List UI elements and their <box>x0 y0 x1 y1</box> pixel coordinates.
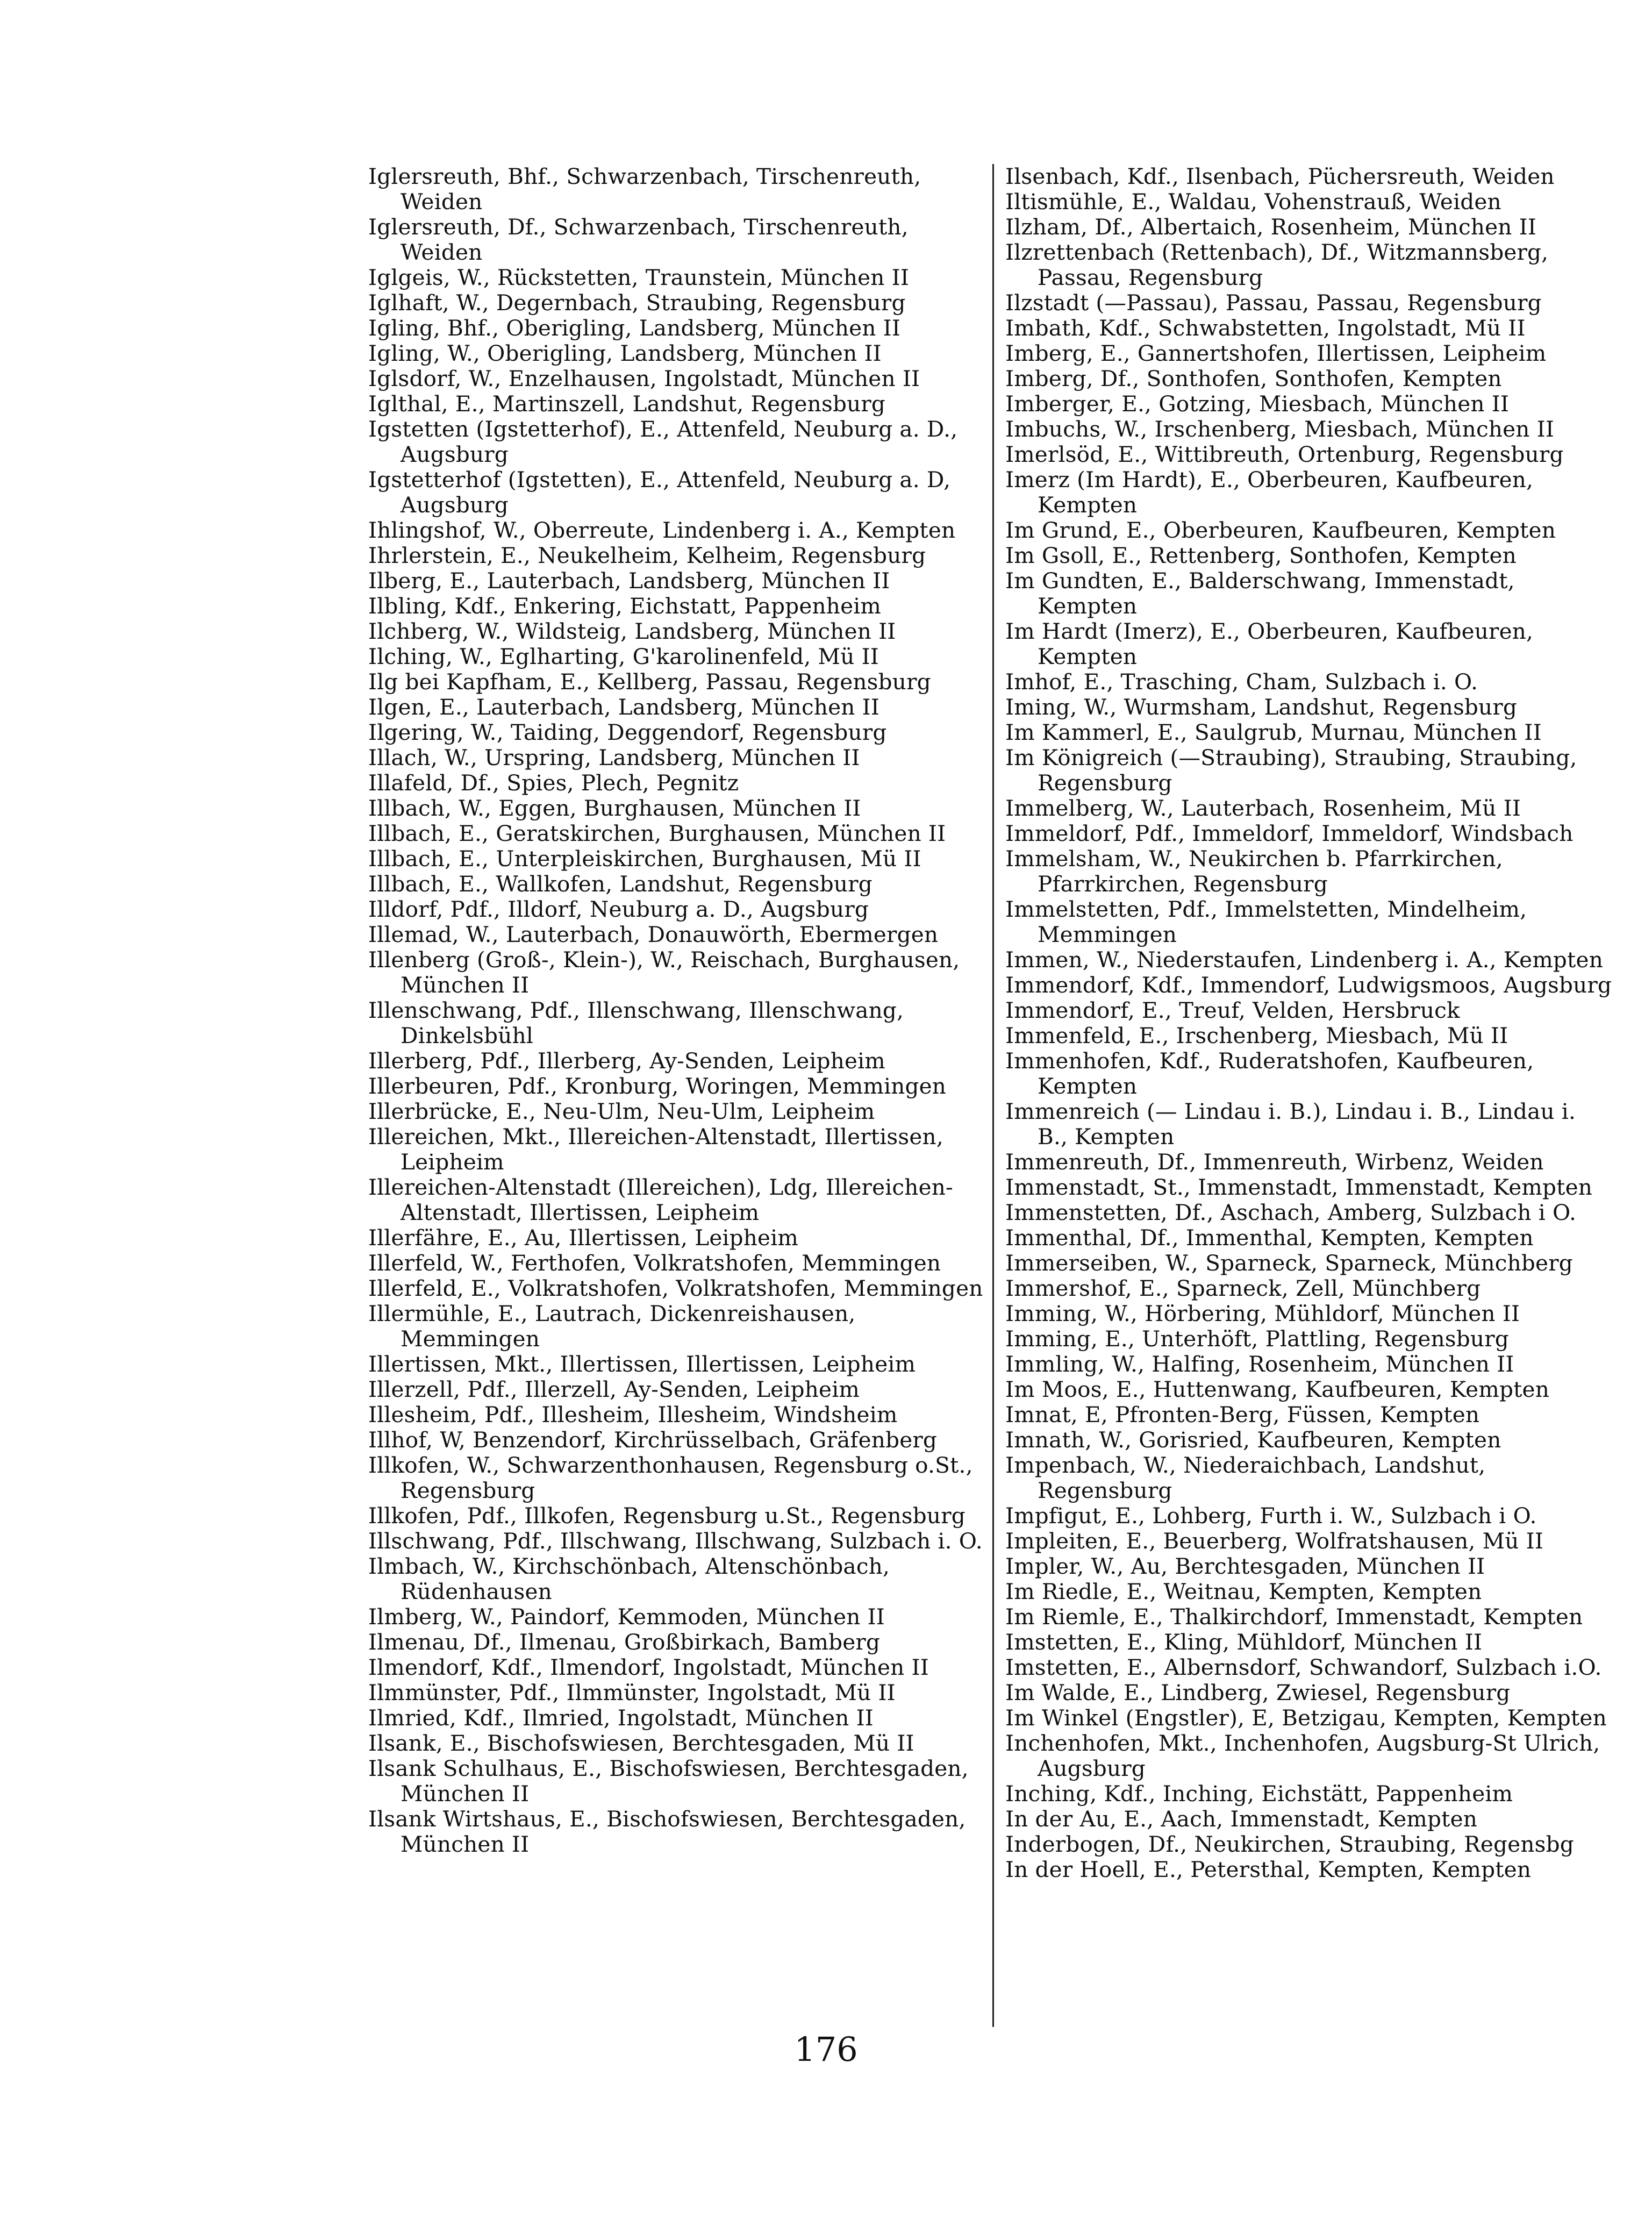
place-entry: Iglgeis, W., Rückstetten, Traunstein, München II <box>368 265 910 290</box>
place-entry: Ihlingshof, W., Oberreute, Lindenberg i. A., Kempten <box>368 517 956 543</box>
place-entry: Iglhaft, W., Degernbach, Straubing, Regensburg <box>368 290 906 316</box>
place-entry: Ilmmünster, Pdf., Ilmmünster, Ingolstadt, Mü II <box>368 1680 896 1705</box>
place-entry: Immelsham, W., Neukirchen b. Pfarrkirchen, Pfarrkirchen, Regensburg <box>1005 846 1503 897</box>
place-entry: Ilsenbach, Kdf., Ilsenbach, Püchersreuth, Weiden <box>1005 163 1555 189</box>
place-entry: Im Riemle, E., Thalkirchdorf, Immenstadt, Kempten <box>1005 1604 1583 1630</box>
place-entry: Immenreich (— Lindau i. B.), Lindau i. B., Lindau i. B., Kempten <box>1005 1098 1576 1150</box>
place-entry: Immenthal, Df., Immenthal, Kempten, Kempten <box>1005 1225 1534 1251</box>
place-entry: Iglthal, E., Martinszell, Landshut, Regensburg <box>368 391 886 417</box>
place-entry: Ilsank, E., Bischofswiesen, Berchtesgaden, Mü II <box>368 1730 914 1756</box>
place-entry: Inching, Kdf., Inching, Eichstätt, Pappenheim <box>1005 1781 1513 1807</box>
place-entry: Iming, W., Wurmsham, Landshut, Regensburg <box>1005 694 1518 720</box>
place-entry: Imbuchs, W., Irschenberg, Miesbach, München II <box>1005 416 1555 442</box>
place-entry: Illenschwang, Pdf., Illenschwang, Illenschwang, Dinkelsbühl <box>368 997 904 1048</box>
place-entry: Ilchberg, W., Wildsteig, Landsberg, München II <box>368 618 896 644</box>
place-entry: Illertissen, Mkt., Illertissen, Illertissen, Leipheim <box>368 1351 916 1377</box>
place-entry: Im Winkel (Engstler), E, Betzigau, Kempten, Kempten <box>1005 1705 1607 1731</box>
place-entry: Illemad, W., Lauterbach, Donauwörth, Ebermergen <box>368 922 939 947</box>
place-entry: Immelberg, W., Lauterbach, Rosenheim, Mü II <box>1005 795 1521 821</box>
place-entry: In der Au, E., Aach, Immenstadt, Kempten <box>1005 1806 1478 1832</box>
place-entry: Imstetten, E., Kling, Mühldorf, München II <box>1005 1629 1483 1655</box>
place-entry: Illbach, E., Geratskirchen, Burghausen, München II <box>368 820 946 846</box>
place-entry: Illerfeld, W., Ferthofen, Volkratshofen, Memmingen <box>368 1250 941 1276</box>
place-entry: Ilmbach, W., Kirchschönbach, Altenschönbach, Rüdenhausen <box>368 1553 890 1604</box>
place-entry: Immen, W., Niederstaufen, Lindenberg i. A., Kempten <box>1005 947 1603 973</box>
place-entry: Illbach, W., Eggen, Burghausen, München II <box>368 795 861 821</box>
place-entry: Immenstetten, Df., Aschach, Amberg, Sulzbach i O. <box>1005 1200 1577 1225</box>
place-entry: Ilmried, Kdf., Ilmried, Ingolstadt, München II <box>368 1705 874 1731</box>
place-entry: Ilsank Wirtshaus, E., Bischofswiesen, Berchtesgaden, München II <box>368 1806 966 1857</box>
place-entry: Illerzell, Pdf., Illerzell, Ay-Senden, Leipheim <box>368 1376 860 1402</box>
place-entry: Im Hardt (Imerz), E., Oberbeuren, Kaufbeuren, Kempten <box>1005 618 1534 669</box>
column-divider <box>992 164 994 2027</box>
place-entry: Illkofen, Pdf., Illkofen, Regensburg u.St., Regensburg <box>368 1503 966 1529</box>
place-entry: Immling, W., Halfing, Rosenheim, München II <box>1005 1351 1514 1377</box>
place-entry: Im Gundten, E., Balderschwang, Immenstadt, Kempten <box>1005 568 1515 619</box>
place-entry: Illach, W., Urspring, Landsberg, München II <box>368 745 860 770</box>
place-entry: Imstetten, E., Albernsdorf, Schwandorf, Sulzbach i.O. <box>1005 1654 1602 1680</box>
place-entry: Imming, E., Unterhöft, Plattling, Regensburg <box>1005 1326 1509 1352</box>
place-entry: Ilzham, Df., Albertaich, Rosenheim, München II <box>1005 214 1537 240</box>
place-entry: Immeldorf, Pdf., Immeldorf, Immeldorf, Windsbach <box>1005 820 1574 846</box>
place-entry: Immenfeld, E., Irschenberg, Miesbach, Mü II <box>1005 1023 1508 1048</box>
place-entry: Immenhofen, Kdf., Ruderatshofen, Kaufbeuren, Kempten <box>1005 1048 1534 1099</box>
place-entry: Impfigut, E., Lohberg, Furth i. W., Sulzbach i O. <box>1005 1503 1537 1529</box>
place-entry: Illereichen-Altenstadt (Illereichen), Ldg, Illereichen-Altenstadt, Illertissen, Leipheim <box>368 1174 953 1225</box>
place-entry: Igstetterhof (Igstetten), E., Attenfeld, Neuburg a. D, Augsburg <box>368 467 951 518</box>
place-entry: Illafeld, Df., Spies, Plech, Pegnitz <box>368 770 739 796</box>
right-column <box>1005 164 1613 1882</box>
place-entry: Ilsank Schulhaus, E., Bischofswiesen, Berchtesgaden, München II <box>368 1755 969 1807</box>
place-entry: Illerfeld, E., Volkratshofen, Volkratshofen, Memmingen <box>368 1275 983 1301</box>
place-entry: Impleiten, E., Beuerberg, Wolfratshausen, Mü II <box>1005 1528 1544 1554</box>
place-entry: Immerseiben, W., Sparneck, Sparneck, Münchberg <box>1005 1250 1573 1276</box>
place-entry: Imhof, E., Trasching, Cham, Sulzbach i. O. <box>1005 669 1478 695</box>
place-entry: Iltismühle, E., Waldau, Vohenstrauß, Weiden <box>1005 189 1501 215</box>
place-entry: Immendorf, Kdf., Immendorf, Ludwigsmoos, Augsburg <box>1005 972 1612 998</box>
place-entry: Ilmenau, Df., Ilmenau, Großbirkach, Bamberg <box>368 1629 881 1655</box>
place-entry: Imbath, Kdf., Schwabstetten, Ingolstadt, Mü II <box>1005 315 1526 341</box>
place-entry: Ilmberg, W., Paindorf, Kemmoden, München II <box>368 1604 885 1630</box>
page-number: 176 <box>794 2030 858 2069</box>
place-entry: Ilzrettenbach (Rettenbach), Df., Witzmannsberg, Passau, Regensburg <box>1005 239 1549 290</box>
place-entry: Illbach, E., Wallkofen, Landshut, Regensburg <box>368 871 873 897</box>
place-entry: Im Riedle, E., Weitnau, Kempten, Kempten <box>1005 1579 1482 1604</box>
place-entry: Illerberg, Pdf., Illerberg, Ay-Senden, Leipheim <box>368 1048 885 1074</box>
place-entry: Igling, W., Oberigling, Landsberg, München II <box>368 340 882 366</box>
place-entry: Inchenhofen, Mkt., Inchenhofen, Augsburg-St Ulrich, Augsburg <box>1005 1730 1600 1781</box>
place-entry: Ilberg, E., Lauterbach, Landsberg, München II <box>368 568 890 594</box>
place-entry: Iglersreuth, Df., Schwarzenbach, Tirschenreuth, Weiden <box>368 214 909 265</box>
place-entry: Imerlsöd, E., Wittibreuth, Ortenburg, Regensburg <box>1005 441 1564 467</box>
place-entry: Im Kammerl, E., Saulgrub, Murnau, München II <box>1005 719 1542 745</box>
place-entry: Inderbogen, Df., Neukirchen, Straubing, Regensbg <box>1005 1831 1574 1857</box>
place-entry: Immenreuth, Df., Immenreuth, Wirbenz, Weiden <box>1005 1149 1544 1175</box>
place-entry: Ilmendorf, Kdf., Ilmendorf, Ingolstadt, München II <box>368 1654 929 1680</box>
place-entry: Immendorf, E., Treuf, Velden, Hersbruck <box>1005 997 1460 1023</box>
place-entry: Imnath, W., Gorisried, Kaufbeuren, Kempten <box>1005 1427 1501 1453</box>
place-entry: Iglsdorf, W., Enzelhausen, Ingolstadt, München II <box>368 366 920 391</box>
place-entry: Ilzstadt (—Passau), Passau, Passau, Regensburg <box>1005 290 1542 316</box>
place-entry: Impenbach, W., Niederaichbach, Landshut, Regensburg <box>1005 1452 1486 1503</box>
place-entry: Im Königreich (—Straubing), Straubing, Straubing, Regensburg <box>1005 745 1577 796</box>
place-entry: Ilgen, E., Lauterbach, Landsberg, München II <box>368 694 880 720</box>
place-entry: Im Gsoll, E., Rettenberg, Sonthofen, Kempten <box>1005 542 1517 568</box>
place-entry: Illkofen, W., Schwarzenthonhausen, Regensburg o.St., Regensburg <box>368 1452 973 1503</box>
place-entry: Illerbeuren, Pdf., Kronburg, Woringen, Memmingen <box>368 1073 947 1099</box>
place-entry: Illschwang, Pdf., Illschwang, Illschwang, Sulzbach i. O. <box>368 1528 983 1554</box>
place-entry: Illerfähre, E., Au, Illertissen, Leipheim <box>368 1225 798 1251</box>
place-entry: Immershof, E., Sparneck, Zell, Münchberg <box>1005 1275 1481 1301</box>
place-entry: Illbach, E., Unterpleiskirchen, Burghausen, Mü II <box>368 846 921 872</box>
place-entry: Imberg, Df., Sonthofen, Sonthofen, Kempten <box>1005 366 1502 391</box>
place-entry: Igstetten (Igstetterhof), E., Attenfeld, Neuburg a. D., Augsburg <box>368 416 958 467</box>
place-entry: Immelstetten, Pdf., Immelstetten, Mindelheim, Memmingen <box>1005 896 1527 947</box>
place-entry: Im Walde, E., Lindberg, Zwiesel, Regensburg <box>1005 1680 1511 1705</box>
place-entry: Illesheim, Pdf., Illesheim, Illesheim, Windsheim <box>368 1402 898 1427</box>
place-entry: Ilbling, Kdf., Enkering, Eichstatt, Pappenheim <box>368 593 881 619</box>
place-entry: Iglersreuth, Bhf., Schwarzenbach, Tirschenreuth, Weiden <box>368 163 921 215</box>
place-entry: Immenstadt, St., Immenstadt, Immenstadt, Kempten <box>1005 1174 1593 1200</box>
place-entry: Ilching, W., Eglharting, G'karolinenfeld, Mü II <box>368 644 879 669</box>
left-column <box>368 164 986 1857</box>
place-entry: Imerz (Im Hardt), E., Oberbeuren, Kaufbeuren, Kempten <box>1005 467 1534 518</box>
place-entry: Illermühle, E., Lautrach, Dickenreishausen, Memmingen <box>368 1301 856 1352</box>
place-entry: Ihrlerstein, E., Neukelheim, Kelheim, Regensburg <box>368 542 926 568</box>
place-entry: Ilg bei Kapfham, E., Kellberg, Passau, Regensburg <box>368 669 931 695</box>
place-entry: Illereichen, Mkt., Illereichen-Altenstadt, Illertissen, Leipheim <box>368 1124 943 1175</box>
place-entry: In der Hoell, E., Petersthal, Kempten, Kempten <box>1005 1857 1532 1882</box>
place-entry: Ilgering, W., Taiding, Deggendorf, Regensburg <box>368 719 887 745</box>
place-entry: Igling, Bhf., Oberigling, Landsberg, München II <box>368 315 901 341</box>
place-entry: Imberger, E., Gotzing, Miesbach, München II <box>1005 391 1510 417</box>
place-entry: Im Moos, E., Huttenwang, Kaufbeuren, Kempten <box>1005 1376 1550 1402</box>
place-entry: Illdorf, Pdf., Illdorf, Neuburg a. D., Augsburg <box>368 896 869 922</box>
place-entry: Illerbrücke, E., Neu-Ulm, Neu-Ulm, Leipheim <box>368 1098 875 1124</box>
place-entry: Imming, W., Hörbering, Mühldorf, München II <box>1005 1301 1520 1326</box>
place-entry: Imberg, E., Gannertshofen, Illertissen, Leipheim <box>1005 340 1547 366</box>
place-entry: Imnat, E, Pfronten-Berg, Füssen, Kempten <box>1005 1402 1480 1427</box>
place-entry: Illenberg (Groß-, Klein-), W., Reischach, Burghausen, München II <box>368 947 960 998</box>
place-entry: Impler, W., Au, Berchtesgaden, München II <box>1005 1553 1485 1579</box>
place-entry: Illhof, W, Benzendorf, Kirchrüsselbach, Gräfenberg <box>368 1427 938 1453</box>
place-entry: Im Grund, E., Oberbeuren, Kaufbeuren, Kempten <box>1005 517 1556 543</box>
